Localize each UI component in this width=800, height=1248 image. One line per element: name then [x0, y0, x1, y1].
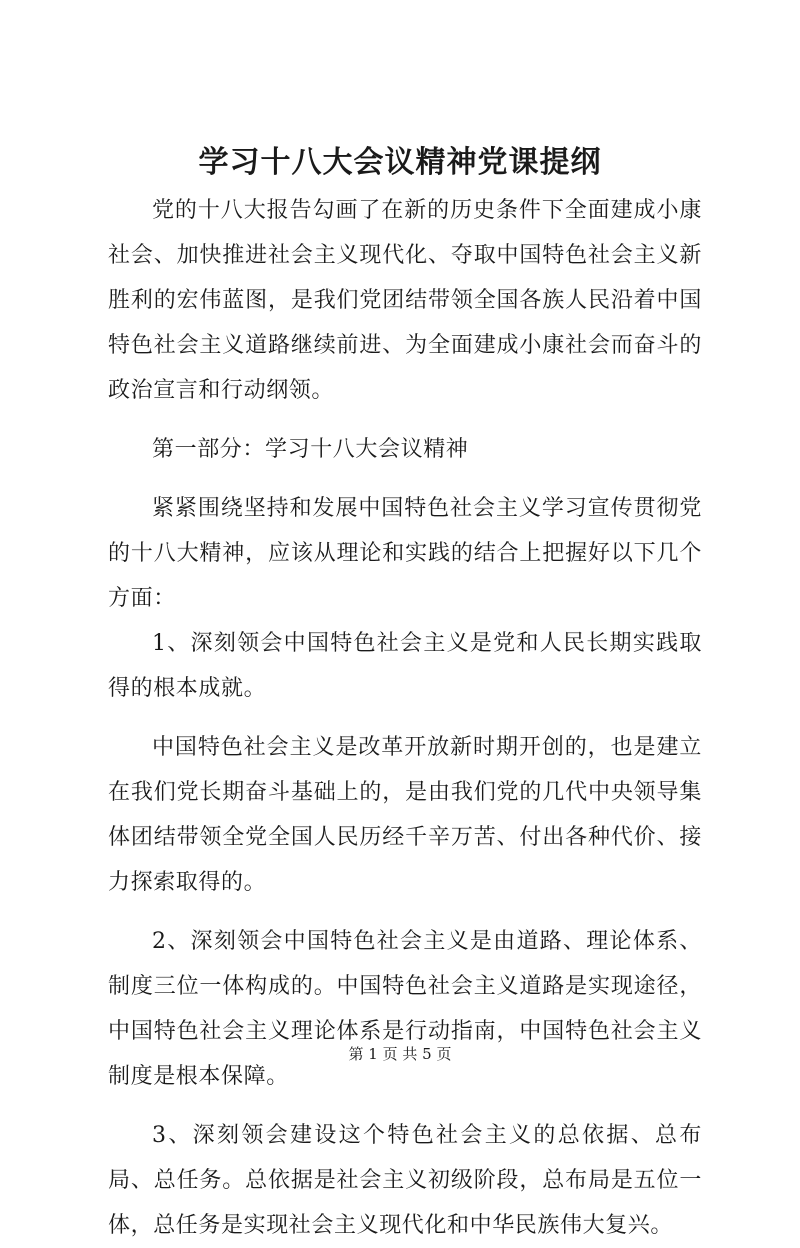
paragraph-overview: 紧紧围绕坚持和发展中国特色社会主义学习宣传贯彻党的十八大精神，应该从理论和实践的结合上把握好以下几个方面： [108, 496, 702, 611]
paragraph-point-3: 3、深刻领会建设这个特色社会主义的总依据、总布局、总任务。总依据是社会主义初级阶段，总布局是五位一体，总任务是实现社会主义现代化和中华民族伟大复兴。 [108, 1123, 702, 1238]
paragraph-intro: 党的十八大报告勾画了在新的历史条件下全面建成小康社会、加快推进社会主义现代化、夺取中国特色社会主义新胜利的宏伟蓝图，是我们党团结带领全国各族人民沿着中国特色社会主义道路继续前进、为全面建成小康社会而奋斗的政治宣言和行动纲领。 [108, 198, 702, 403]
page-number-footer: 第 1 页 共 5 页 [348, 1045, 452, 1063]
document-title: 学习十八大会议精神党课提纲 [198, 145, 602, 180]
section-heading-part-one: 第一部分：学习十八大会议精神 [152, 437, 469, 462]
paragraph-point-1: 1、深刻领会中国特色社会主义是党和人民长期实践取得的根本成就。 [108, 631, 702, 701]
document-body [108, 188, 702, 1248]
paragraph-point-2: 2、深刻领会中国特色社会主义是由道路、理论体系、制度三位一体构成的。中国特色社会主义道路是实现途径，中国特色社会主义理论体系是行动指南，中国特色社会主义制度是根本保障。 [108, 929, 702, 1089]
paragraph-point-1-detail: 中国特色社会主义是改革开放新时期开创的，也是建立在我们党长期奋斗基础上的，是由我们党的几代中央领导集体团结带领全党全国人民历经千辛万苦、付出各种代价、接力探索取得的。 [108, 735, 702, 895]
